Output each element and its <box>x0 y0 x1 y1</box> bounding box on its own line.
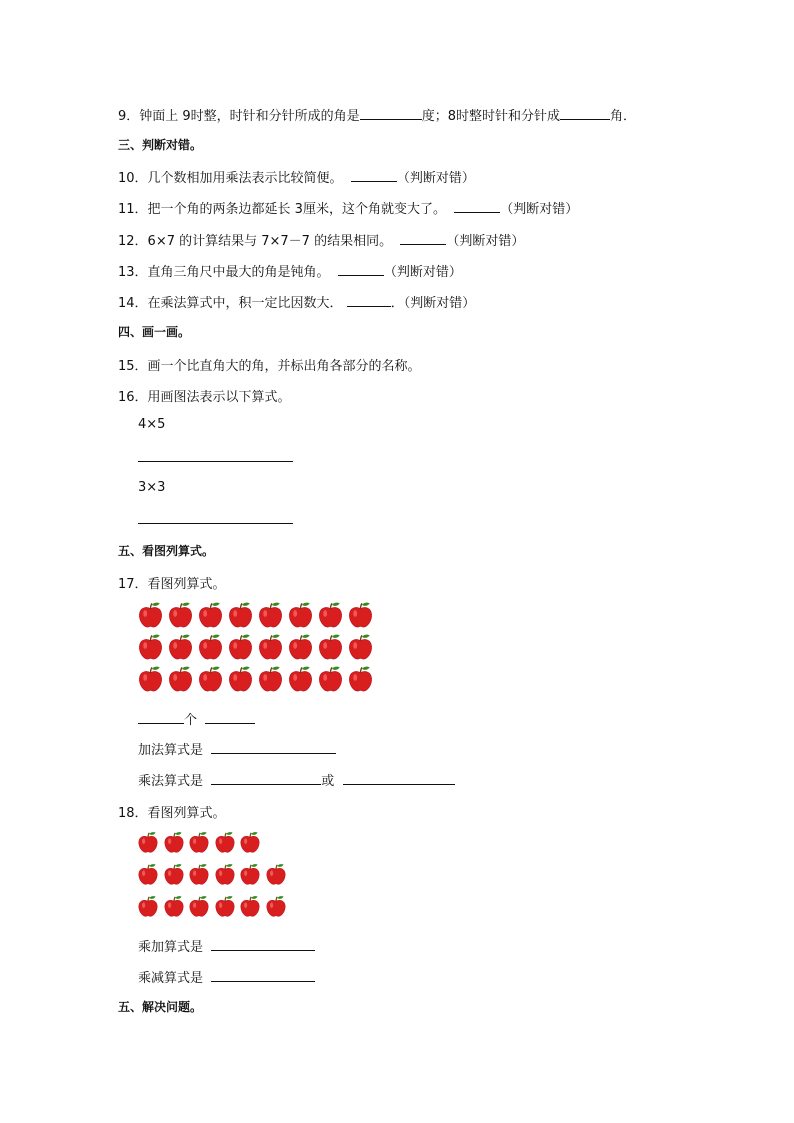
section-5-heading: 五、看图列算式。 <box>118 544 215 558</box>
q17-count-label: 个 <box>184 713 198 728</box>
apple-icon <box>264 894 288 918</box>
q12-text: 12．6×7 的计算结果与 7×7－7 的结果相同。 <box>118 234 393 249</box>
q10-suffix: （判断对错） <box>396 171 475 186</box>
q10-text: 10．几个数相加用乘法表示比较简便。 <box>118 171 343 186</box>
question-18: 18．看图列算式。 <box>118 806 226 821</box>
q17-addition-label: 加法算式是 <box>138 743 204 758</box>
q18-sub-line <box>138 967 315 986</box>
q17-count-blank-2[interactable] <box>205 711 255 724</box>
apple-icon <box>136 600 165 629</box>
q9-blank-1[interactable] <box>360 107 422 120</box>
apple-icon <box>238 894 262 918</box>
question-9 <box>118 105 636 124</box>
apple-icon <box>196 600 225 629</box>
q16-expression-2: 3×3 <box>138 480 166 495</box>
apple-icon <box>162 894 186 918</box>
apple-icon <box>213 862 237 886</box>
apple-icon <box>346 600 375 629</box>
apple-icon <box>226 600 255 629</box>
question-10 <box>118 167 475 186</box>
q17-addition-line <box>138 739 336 758</box>
apple-icon <box>346 632 375 661</box>
apple-icon <box>162 830 186 854</box>
apple-icon <box>286 632 315 661</box>
q17-or-label: 或 <box>321 774 335 789</box>
question-14 <box>118 292 475 311</box>
apple-icon <box>238 862 262 886</box>
apple-icon <box>166 600 195 629</box>
q17-multiplication-line <box>138 770 455 789</box>
apple-icon <box>316 664 345 693</box>
apple-icon <box>213 830 237 854</box>
apple-icon <box>187 830 211 854</box>
q16-answer-line-2[interactable] <box>138 523 293 524</box>
apple-icon <box>162 862 186 886</box>
question-15: 15．画一个比直角大的角，并标出角各部分的名称。 <box>118 359 421 374</box>
q9-text-3: 角． <box>609 109 636 124</box>
section-5b-heading: 五、解决问题。 <box>118 1000 203 1014</box>
q18-add-label: 乘加算式是 <box>138 940 204 955</box>
q12-blank[interactable] <box>400 232 446 245</box>
question-12 <box>118 230 524 249</box>
apple-icon <box>264 862 288 886</box>
q16-answer-line-1[interactable] <box>138 461 293 462</box>
q14-text: 14．在乘法算式中，积一定比因数大． <box>118 296 343 311</box>
q11-text: 11．把一个角的两条边都延长 3厘米，这个角就变大了。 <box>118 202 446 217</box>
q17-multiplication-blank-1[interactable] <box>211 772 321 785</box>
q14-blank[interactable] <box>347 294 391 307</box>
apple-icon <box>238 830 262 854</box>
q18-apple-grid <box>136 830 296 922</box>
q14-suffix: ．（判断对错） <box>390 296 476 311</box>
question-17: 17．看图列算式。 <box>118 577 226 592</box>
q13-suffix: （判断对错） <box>383 265 462 280</box>
apple-icon <box>166 632 195 661</box>
apple-icon <box>136 830 160 854</box>
apple-icon <box>346 664 375 693</box>
q17-multiplication-label: 乘法算式是 <box>138 774 204 789</box>
q11-suffix: （判断对错） <box>500 202 579 217</box>
question-13 <box>118 261 462 280</box>
q12-suffix: （判断对错） <box>446 234 525 249</box>
section-4-heading: 四、画一画。 <box>118 325 191 339</box>
q17-count-blank-1[interactable] <box>138 711 184 724</box>
q18-sub-blank[interactable] <box>211 969 315 982</box>
q11-blank[interactable] <box>454 200 500 213</box>
question-16: 16．用画图法表示以下算式。 <box>118 390 291 405</box>
apple-icon <box>226 664 255 693</box>
apple-icon <box>187 862 211 886</box>
q13-blank[interactable] <box>338 263 384 276</box>
question-11 <box>118 198 578 217</box>
apple-icon <box>286 664 315 693</box>
apple-icon <box>316 600 345 629</box>
apple-icon <box>316 632 345 661</box>
section-3-heading: 三、判断对错。 <box>118 138 203 152</box>
q17-multiplication-blank-2[interactable] <box>343 772 455 785</box>
apple-icon <box>226 632 255 661</box>
q9-blank-2[interactable] <box>560 107 610 120</box>
apple-icon <box>256 600 285 629</box>
apple-icon <box>213 894 237 918</box>
apple-icon <box>136 632 165 661</box>
apple-icon <box>256 664 285 693</box>
q10-blank[interactable] <box>351 169 397 182</box>
q17-apple-grid <box>136 600 376 696</box>
q9-text-2: 度；8时整时针和分针成 <box>421 109 560 124</box>
q16-expression-1: 4×5 <box>138 417 166 432</box>
q17-count-line <box>138 709 255 728</box>
q17-addition-blank[interactable] <box>211 741 336 754</box>
apple-icon <box>166 664 195 693</box>
q18-add-blank[interactable] <box>211 938 315 951</box>
apple-icon <box>136 862 160 886</box>
apple-icon <box>136 894 160 918</box>
apple-icon <box>196 664 225 693</box>
q18-add-line <box>138 936 315 955</box>
apple-icon <box>286 600 315 629</box>
apple-icon <box>256 632 285 661</box>
q9-text-1: 9．钟面上 9时整，时针和分针所成的角是 <box>118 109 360 124</box>
apple-icon <box>196 632 225 661</box>
apple-icon <box>136 664 165 693</box>
q18-sub-label: 乘减算式是 <box>138 971 204 986</box>
q13-text: 13．直角三角尺中最大的角是钝角。 <box>118 265 330 280</box>
apple-icon <box>187 894 211 918</box>
